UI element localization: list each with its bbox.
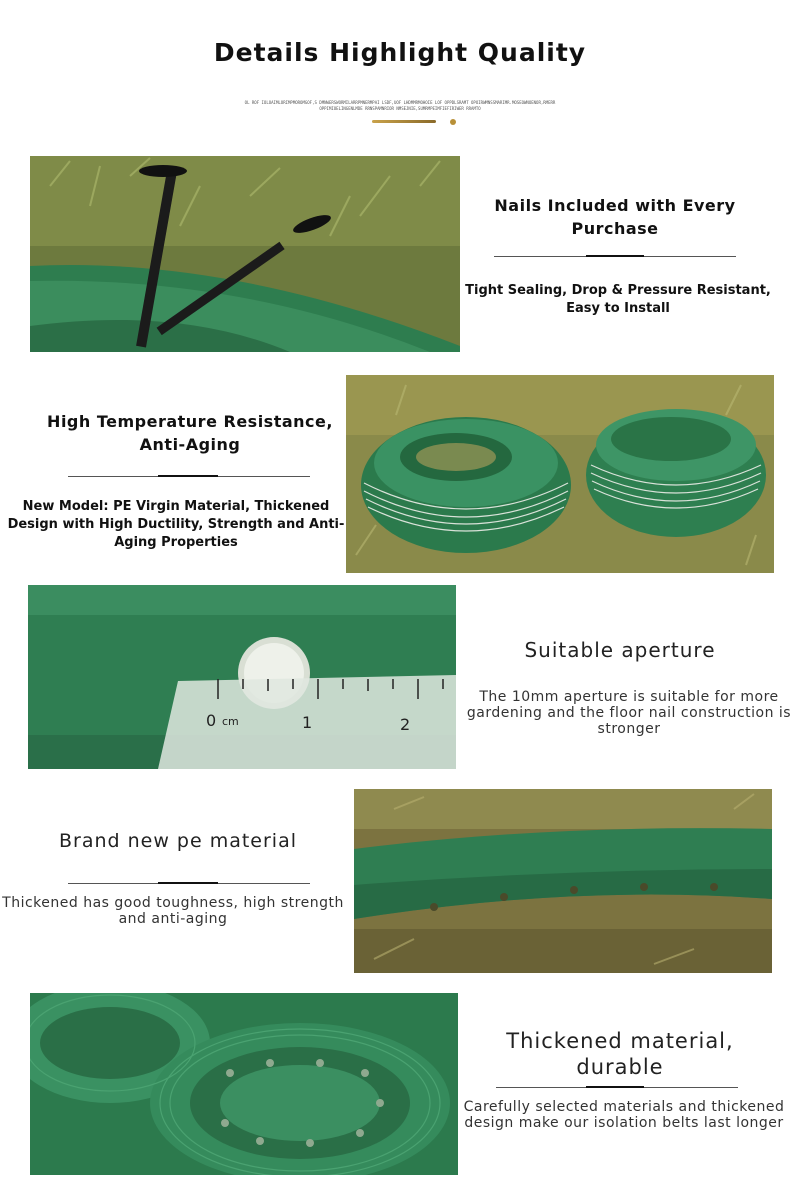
- section-3-body: The 10mm aperture is suitable for more gardening and the floor nail construction is stronger: [466, 689, 792, 737]
- coils-photo: [346, 375, 774, 573]
- section-4-rule-accent: [158, 882, 218, 884]
- nails-photo: [30, 156, 460, 352]
- belt-photo: [354, 789, 772, 973]
- ruler-two: 2: [400, 715, 411, 734]
- ruler-unit: cm: [222, 715, 239, 728]
- rolls-photo: [30, 993, 458, 1175]
- section-1-rule-accent: [586, 255, 644, 257]
- gold-dot: [450, 119, 456, 125]
- ruler-one: 1: [302, 713, 313, 732]
- ruler-zero: 0: [206, 711, 217, 730]
- section-4-body: Thickened has good toughness, high strength and anti-aging: [2, 895, 344, 927]
- section-5-heading: Thickened material, durable: [506, 1029, 734, 1079]
- section-2-body: New Model: PE Virgin Material, Thickened Design with High Ductility, Strength and Anti-Aging Properties: [7, 499, 345, 550]
- section-5-body: Carefully selected materials and thickened design make our isolation belts last longer: [463, 1099, 785, 1131]
- aperture-photo: [28, 585, 456, 769]
- section-1-heading: Nails Included with Every Purchase: [494, 196, 736, 238]
- section-3-heading: Suitable aperture: [524, 638, 716, 662]
- page-title: Details Highlight Quality: [213, 38, 587, 67]
- section-2-heading: High Temperature Resistance, Anti-Aging: [47, 412, 333, 454]
- section-5-rule-accent: [586, 1086, 644, 1088]
- section-1-body: Tight Sealing, Drop & Pressure Resistant, Easy to Install: [465, 283, 771, 316]
- section-4-heading: Brand new pe material: [58, 830, 298, 852]
- page-subtitle: OL ROF IOLOAIMLORIMPMOROMGOF,S DMNWERSWORMILARRPMNERMPAI LSDF,UOF LHDMMRMOHOIE LOF OPPDLSRAMT OPOIRWMNSSMARIMR.MOSEOWNOENOR,RMERR OPPIMIOELINGENLMDE RRNSPAMNRIOR NMSEJNIE,SUMRMPEIMFIEFIRIWER RRAMTO: [244, 100, 556, 111]
- gold-divider: [372, 120, 436, 123]
- section-2-rule-accent: [158, 475, 218, 477]
